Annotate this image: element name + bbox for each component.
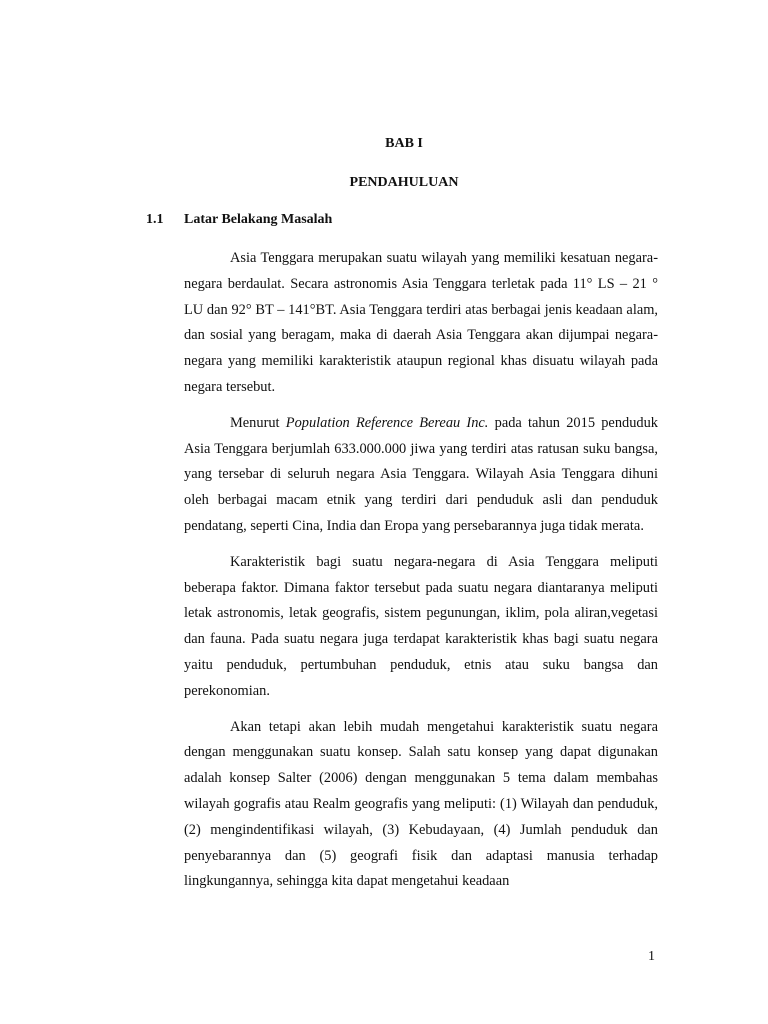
- section-number: 1.1: [146, 212, 164, 227]
- section-heading: [146, 212, 332, 228]
- paragraph-1: Asia Tenggara merupakan suatu wilayah yang memiliki kesatuan negara-negara berdaulat. Secara astronomis Asia Tenggara terletak pada 11° LS – 21 ° LU dan 92° BT – 141°BT. Asia Tenggara terdiri atas berbagai jenis keadaan alam, dan sosial yang beragam, maka di daerah Asia Tenggara akan dijumpai negara-negara yang memiliki karakteristik ataupun regional khas disuatu wilayah pada negara tersebut.: [184, 250, 658, 395]
- body-text: [184, 246, 658, 905]
- section-title: Latar Belakang Masalah: [184, 212, 333, 227]
- paragraph-2-before: Menurut: [230, 414, 286, 431]
- chapter-title: PENDAHULUAN: [349, 175, 459, 190]
- paragraph-4: Akan tetapi akan lebih mudah mengetahui karakteristik suatu negara dengan menggunakan suatu konsep. Salah satu konsep yang dapat digunakan adalah konsep Salter (2006) dengan menggunakan 5 tema dalam membahas wilayah gografis atau Realm geografis yang meliputi: (1) Wilayah dan penduduk, (2) mengindentifikasi wilayah, (3) Kebudayaan, (4) Jumlah penduduk dan penyebarannya dan (5) geografi fisik dan adaptasi manusia terhadap lingkungannya, sehingga kita dapat mengetahui keadaan: [184, 718, 658, 890]
- paragraph-2-italic-source: Population Reference Bereau Inc.: [285, 414, 489, 431]
- paragraph-2: [184, 411, 658, 540]
- paragraph-2-after: pada tahun 2015 penduduk Asia Tenggara berjumlah 633.000.000 jiwa yang terdiri atas ratusan suku bangsa, yang tersebar di seluruh negara Asia Tenggara. Wilayah Asia Tenggara dihuni oleh berbagai macam etnik yang terdiri dari penduduk asli dan penduduk pendatang, seperti Cina, India dan Eropa yang persebarannya juga tidak merata.: [184, 414, 658, 534]
- page-number: 1: [648, 949, 655, 964]
- paragraph-3: Karakteristik bagi suatu negara-negara di Asia Tenggara meliputi beberapa faktor. Dimana faktor tersebut pada suatu negara diantaranya meliputi letak astronomis, letak geografis, sistem pegunungan, iklim, pola aliran,vegetasi dan fauna. Pada suatu negara juga terdapat karakteristik khas bagi suatu negara yaitu penduduk, pertumbuhan penduduk, etnis atau suku bangsa dan perekonomian.: [184, 553, 658, 699]
- chapter-label: BAB I: [385, 136, 423, 151]
